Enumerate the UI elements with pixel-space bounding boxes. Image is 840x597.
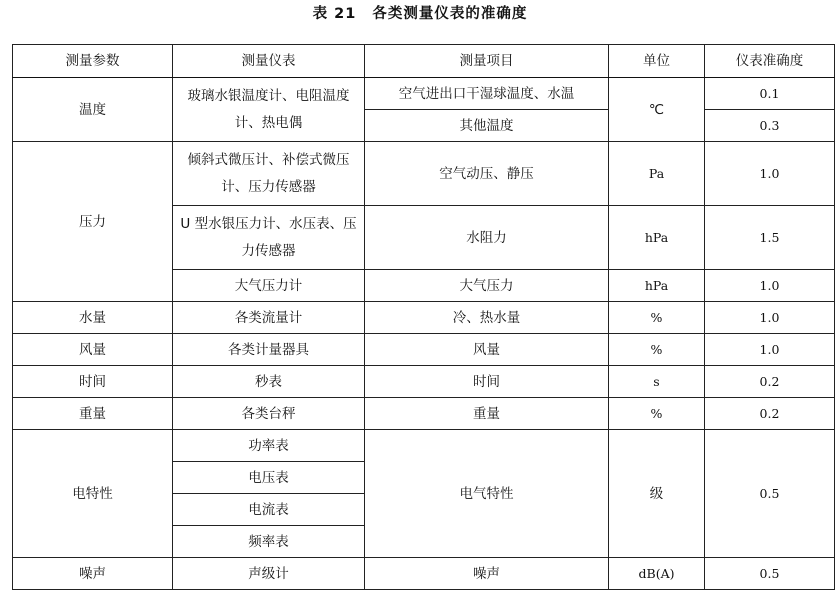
instrument-cell: 各类计量器具 — [173, 334, 365, 366]
accuracy-cell: 0.5 — [705, 430, 835, 558]
unit-cell: hPa — [609, 206, 705, 270]
accuracy-table — [12, 44, 835, 590]
unit-cell: % — [609, 334, 705, 366]
accuracy-cell: 0.5 — [705, 558, 835, 590]
accuracy-cell: 0.1 — [705, 78, 835, 110]
item-cell: 风量 — [365, 334, 609, 366]
unit-cell: 级 — [609, 430, 705, 558]
item-cell: 空气动压、静压 — [365, 142, 609, 206]
param-cell: 时间 — [13, 366, 173, 398]
unit-cell: hPa — [609, 270, 705, 302]
table-row — [13, 334, 835, 366]
param-cell: 电特性 — [13, 430, 173, 558]
instrument-cell: 功率表 — [173, 430, 365, 462]
accuracy-cell: 1.0 — [705, 302, 835, 334]
param-cell: 风量 — [13, 334, 173, 366]
table-row — [13, 558, 835, 590]
param-cell: 水量 — [13, 302, 173, 334]
accuracy-cell: 0.2 — [705, 366, 835, 398]
table-row — [13, 142, 835, 206]
param-cell: 噪声 — [13, 558, 173, 590]
instrument-cell: 频率表 — [173, 526, 365, 558]
item-cell: 其他温度 — [365, 110, 609, 142]
item-cell: 时间 — [365, 366, 609, 398]
unit-cell: ℃ — [609, 78, 705, 142]
accuracy-cell: 1.5 — [705, 206, 835, 270]
table-row — [13, 430, 835, 462]
table-row — [13, 78, 835, 110]
instrument-cell: 电压表 — [173, 462, 365, 494]
accuracy-cell: 0.3 — [705, 110, 835, 142]
table-row — [13, 366, 835, 398]
instrument-cell: 玻璃水银温度计、电阻温度计、热电偶 — [173, 78, 365, 142]
param-cell: 温度 — [13, 78, 173, 142]
accuracy-cell: 1.0 — [705, 142, 835, 206]
instrument-cell: 声级计 — [173, 558, 365, 590]
item-cell: 大气压力 — [365, 270, 609, 302]
instrument-cell: 大气压力计 — [173, 270, 365, 302]
table-number: 表 21 — [312, 6, 357, 22]
item-cell: 水阻力 — [365, 206, 609, 270]
item-cell: 冷、热水量 — [365, 302, 609, 334]
unit-cell: s — [609, 366, 705, 398]
accuracy-cell: 0.2 — [705, 398, 835, 430]
item-cell: 电气特性 — [365, 430, 609, 558]
instrument-cell: U 型水银压力计、水压表、压力传感器 — [173, 206, 365, 270]
unit-cell: dB(A) — [609, 558, 705, 590]
instrument-cell: 秒表 — [173, 366, 365, 398]
header-instrument: 测量仪表 — [173, 45, 365, 78]
instrument-cell: 各类流量计 — [173, 302, 365, 334]
table-title — [0, 3, 840, 25]
header-item: 测量项目 — [365, 45, 609, 78]
header-row — [13, 45, 835, 78]
instrument-cell: 电流表 — [173, 494, 365, 526]
item-cell: 空气进出口干湿球温度、水温 — [365, 78, 609, 110]
unit-cell: Pa — [609, 142, 705, 206]
table-row — [13, 302, 835, 334]
table-row — [13, 398, 835, 430]
header-param: 测量参数 — [13, 45, 173, 78]
accuracy-cell: 1.0 — [705, 334, 835, 366]
header-unit: 单位 — [609, 45, 705, 78]
unit-cell: % — [609, 398, 705, 430]
param-cell: 重量 — [13, 398, 173, 430]
instrument-cell: 各类台秤 — [173, 398, 365, 430]
param-cell: 压力 — [13, 142, 173, 302]
item-cell: 重量 — [365, 398, 609, 430]
header-accuracy: 仪表准确度 — [705, 45, 835, 78]
unit-cell: % — [609, 302, 705, 334]
table-caption: 各类测量仪表的准确度 — [372, 6, 528, 22]
instrument-cell: 倾斜式微压计、补偿式微压计、压力传感器 — [173, 142, 365, 206]
accuracy-cell: 1.0 — [705, 270, 835, 302]
item-cell: 噪声 — [365, 558, 609, 590]
